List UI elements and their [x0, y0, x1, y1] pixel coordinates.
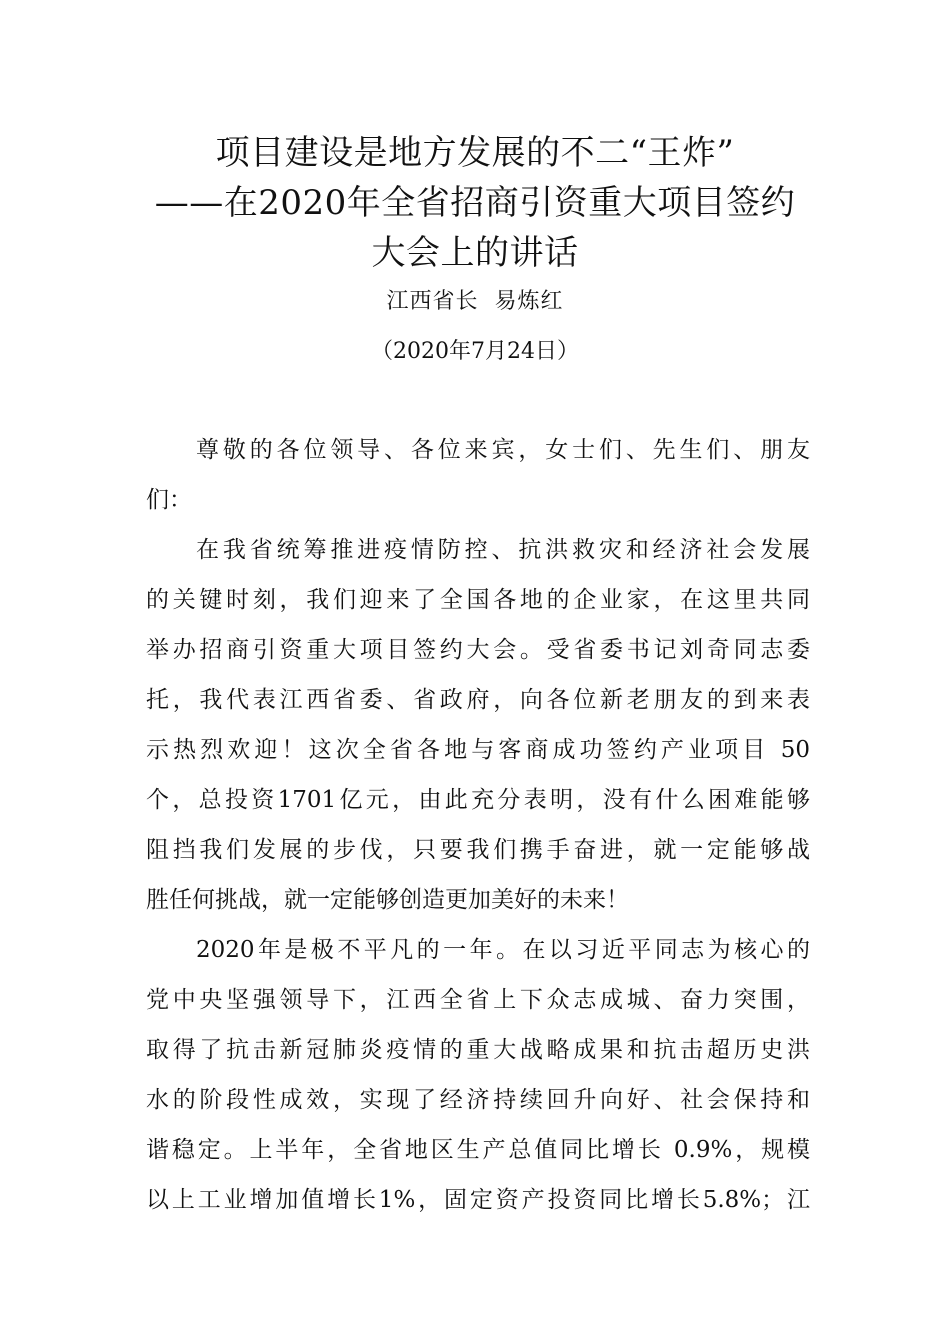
document-title — [140, 128, 810, 278]
text-line: 胜任何挑战，就一定能够创造更加美好的未来！ — [146, 887, 629, 913]
text-line: 2020年是极不平凡的一年。在以习近平同志为核心的 — [196, 937, 810, 963]
speech-date: （2020年7月24日） — [371, 339, 579, 364]
text-line: 托，我代表江西省委、省政府，向各位新老朋友的到来表 — [146, 687, 810, 713]
text-line: 谐稳定。上半年，全省地区生产总值同比增长 0.9%，规模 — [146, 1137, 810, 1163]
text-line: 举办招商引资重大项目签约大会。受省委书记刘奇同志委 — [146, 637, 810, 663]
text-line: 在我省统筹推进疫情防控、抗洪救灾和经济社会发展 — [196, 537, 810, 563]
paragraph-2020-review — [146, 925, 810, 1225]
text-line: 取得了抗击新冠肺炎疫情的重大战略成果和抗击超历史洪 — [146, 1037, 810, 1063]
paragraph-welcome — [146, 525, 810, 925]
text-line: 水的阶段性成效，实现了经济持续回升向好、社会保持和 — [146, 1087, 810, 1113]
title-line-2: ——在2020年全省招商引资重大项目签约 — [154, 183, 796, 223]
text-line: 尊敬的各位领导、各位来宾，女士们、先生们、朋友 — [196, 437, 810, 463]
text-line: 个，总投资1701亿元，由此充分表明，没有什么困难能够 — [146, 787, 810, 813]
text-line: 以上工业增加值增长1%，固定资产投资同比增长5.8%；江 — [146, 1187, 810, 1213]
title-line-1: 项目建设是地方发展的不二“王炸” — [215, 133, 735, 173]
author-line: 江西省长 易炼红 — [386, 289, 564, 314]
text-line: 党中央坚强领导下，江西全省上下众志成城、奋力突围， — [146, 987, 810, 1013]
text-line: 们： — [146, 487, 192, 513]
title-line-3: 大会上的讲话 — [371, 233, 579, 273]
paragraph-greeting — [146, 425, 810, 525]
speech-body — [146, 425, 810, 1225]
text-line: 示热烈欢迎！这次全省各地与客商成功签约产业项目 50 — [146, 737, 810, 763]
text-line: 阻挡我们发展的步伐，只要我们携手奋进，就一定能够战 — [146, 837, 810, 863]
text-line: 的关键时刻，我们迎来了全国各地的企业家，在这里共同 — [146, 587, 810, 613]
